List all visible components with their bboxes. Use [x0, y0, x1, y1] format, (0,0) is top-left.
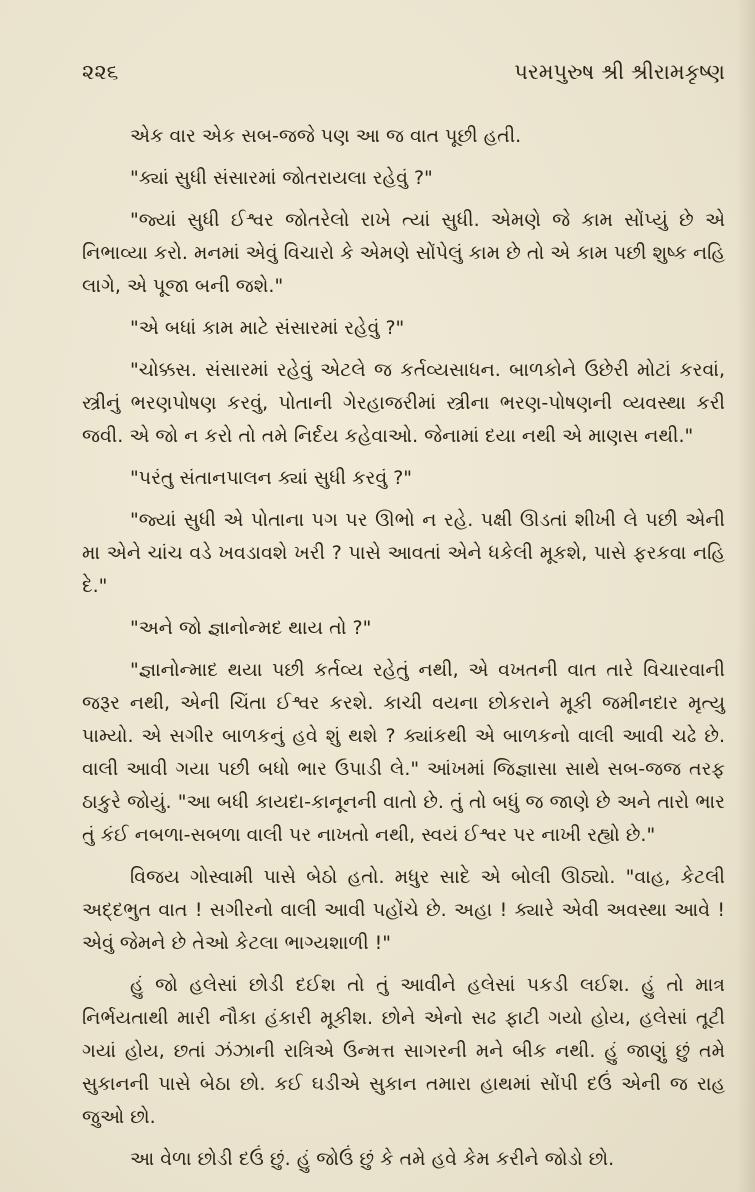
- paragraph: "ક્યાં સુધી સંસારમાં જોતરાયલા રહેવું ?": [130, 167, 433, 189]
- paragraph: "જ્ઞાનોન્માદ થયા પછી કર્તવ્ય રહેતું નથી, એ વખતની વાત તારે વિચારવાની જરૂર નથી, એની ચિંતા ઈશ્વર કરશે. કાચી વયના છોકરાને મૂકી જમીનદાર મૃત્યુ પામ્યો. એ સગીર બાળકનું હવે શું થશે ? ક્યાંકથી એ બાળકનો વાલી આવી ચઢે છે. વાલી આવી ગયા પછી બધો ભાર ઉપાડી લે." આંખમાં જિજ્ઞાસા સાથે સબ-જજ તરફ ઠાકુરે જોયું. "આ બધી કાયદા-કાનૂનની વાતો છે. તું તો બધું જ જાણે છે અને તારો ભાર તું કંઈ નબળા-સબળા વાલી પર નાખતો નથી, સ્વયં ઈશ્વર પર નાખી રહ્યો છે.": [82, 659, 725, 846]
- page-header: [82, 56, 725, 96]
- paragraph: એક વાર એક સબ-જજે પણ આ જ વાત પૂછી હતી.: [130, 125, 522, 147]
- paragraph: હું જો હલેસાં છોડી દઈશ તો તું આવીને હલેસાં પકડી લઈશ. હું તો માત્ર નિર્ભયતાથી મારી નૌકા હંકારી મૂકીશ. છોને એનો સઢ ફાટી ગયો હોય, હલેસાં તૂટી ગયાં હોય, છતાં ઝંઝાની રાત્રિએ ઉન્મત્ત સાગરની મને બીક નથી. હું જાણું છું તમે સુકાનની પાસે બેઠા છો. કઈ ઘડીએ સુકાન તમારા હાથમાં સોંપી દઉં એની જ રાહ જુઓ છો.: [82, 974, 725, 1128]
- running-title: પરમપુરુષ શ્રી શ્રીરામકૃષ્ણ: [514, 60, 725, 84]
- paragraph: "ચોક્કસ. સંસારમાં રહેવું એટલે જ કર્તવ્યસાધન. બાળકોને ઉછેરી મોટાં કરવાં, સ્ત્રીનું ભરણપોષણ કરવું, પોતાની ગેરહાજરીમાં સ્ત્રીના ભરણ-પોષણની વ્યવસ્થા કરી જવી. એ જો ન કરો તો તમે નિર્દય કહેવાઓ. જેનામાં દયા નથી એ માણસ નથી.": [82, 359, 725, 447]
- page-number: ૨૨૬: [82, 60, 119, 84]
- paragraph: વિજય ગોસ્વામી પાસે બેઠો હતો. મધુર સાદે એ બોલી ઊઠ્યો. "વાહ, કેટલી અદ્દભુત વાત ! સગીરનો વાલી આવી પહોંચે છે. અહા ! ક્યારે એવી અવસ્થા આવે ! એવું જેમને છે તેઓ કેટલા ભાગ્યશાળી !": [82, 866, 725, 954]
- paragraph: "પરંતુ સંતાનપાલન ક્યાં સુધી કરવું ?": [130, 467, 413, 489]
- paragraph: આ વેળા છોડી દઉં છું. હું જોઉં છું કે તમે હવે કેમ કરીને જોડો છો.: [130, 1148, 615, 1170]
- paragraph: "એ બધાં કામ માટે સંસારમાં રહેવું ?": [130, 317, 405, 339]
- paragraph: "અને જો જ્ઞાનોન્મદ થાય તો ?": [130, 617, 372, 639]
- paragraph: "જ્યાં સુધી એ પોતાના પગ પર ઊભો ન રહે. પક્ષી ઊડતાં શીખી લે પછી એની મા એને ચાંચ વડે ખવડાવશે ખરી ? પાસે આવતાં એને ધકેલી મૂકશે, પાસે ફરકવા નહિ દે.": [82, 509, 725, 597]
- body-text: [82, 120, 725, 1185]
- paragraph: "જ્યાં સુધી ઈશ્વર જોતરેલો રાખે ત્યાં સુધી. એમણે જે કામ સોંપ્યું છે એ નિભાવ્યા કરો. મનમાં એવું વિચારો કે એમણે સોંપેલું કામ છે તો એ કામ પછી શુષ્ક નહિ લાગે, એ પૂજા બની જશે.": [82, 209, 725, 297]
